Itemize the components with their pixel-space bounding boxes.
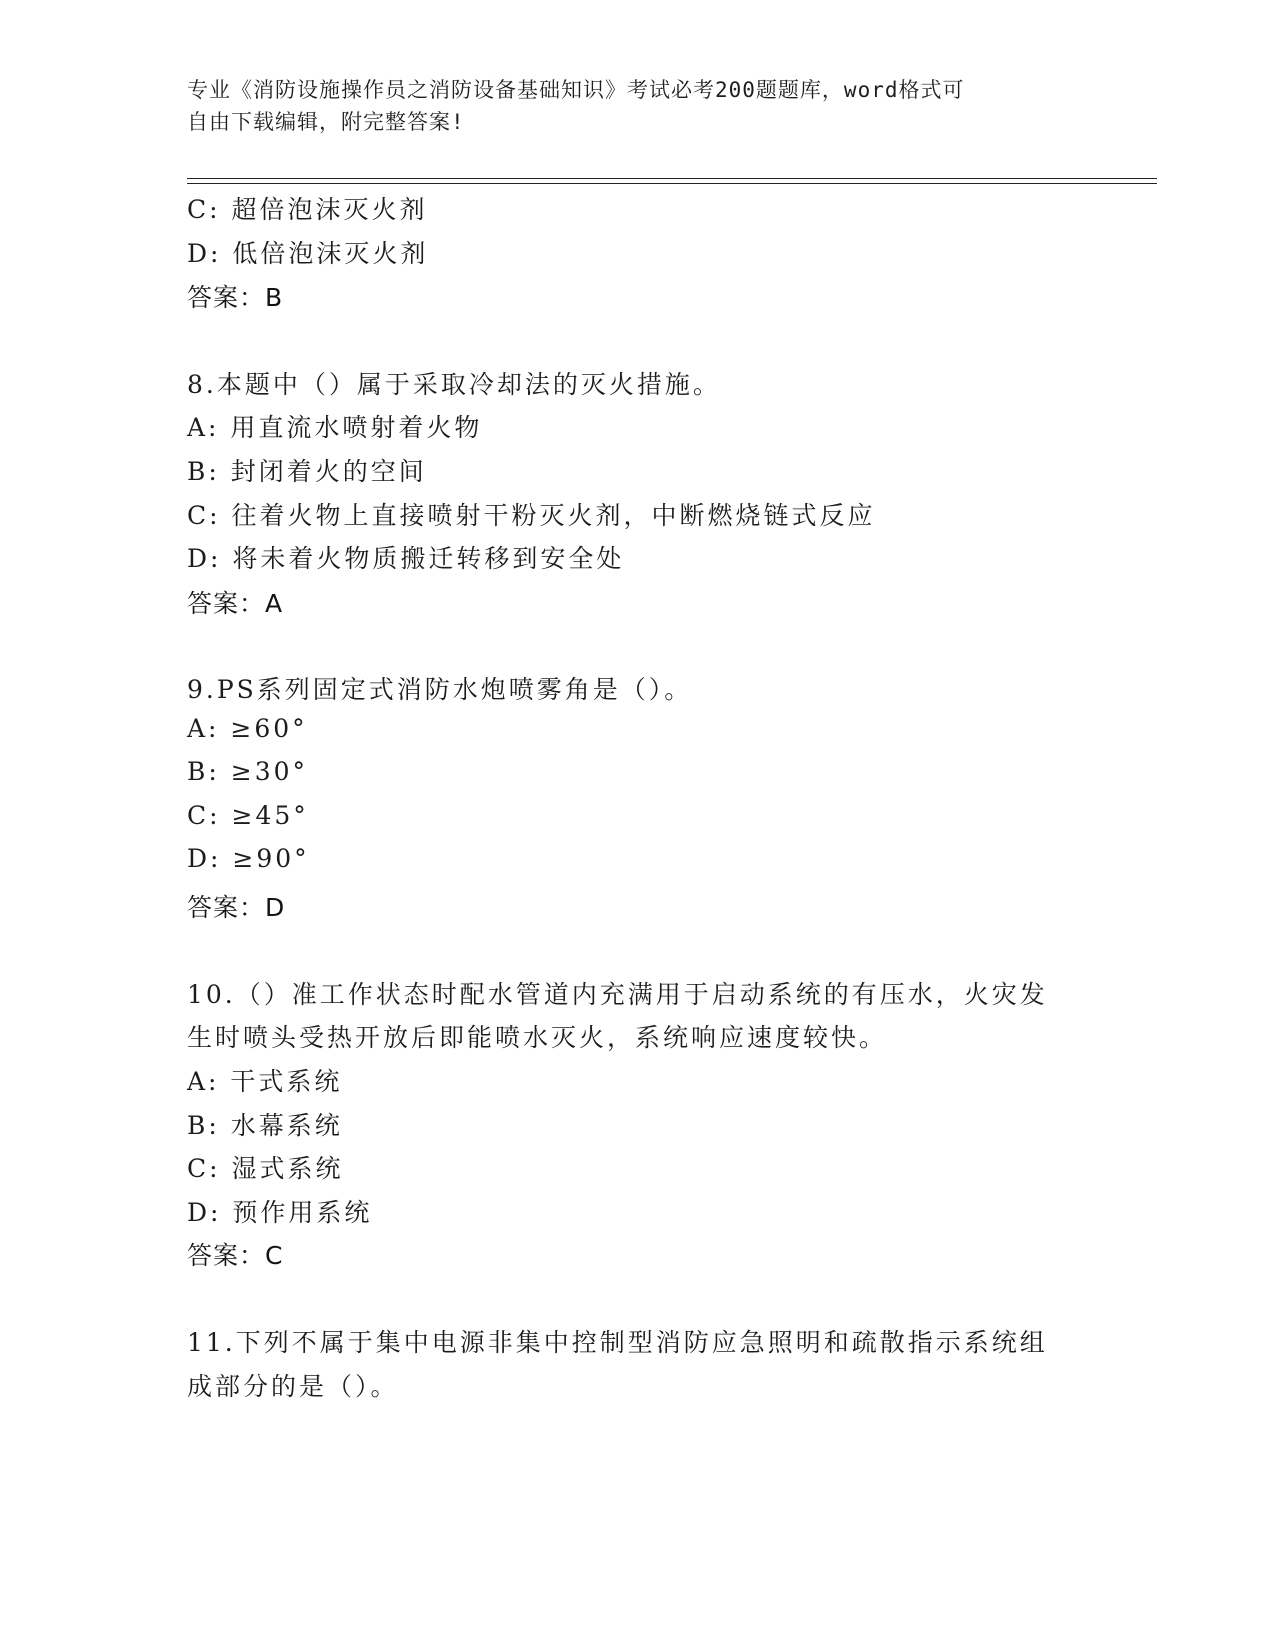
q10-option-c: C: 湿式系统: [187, 1154, 344, 1183]
prev-answer: 答案：B: [187, 283, 284, 312]
q10-stem-line-2: 生时喷头受热开放后即能喷水灭火，系统响应速度较快。: [187, 1023, 888, 1052]
prev-option-c: C: 超倍泡沫灭火剂: [187, 195, 428, 224]
q10-answer: 答案：C: [187, 1241, 284, 1270]
q9-option-c: C: ≥45°: [187, 801, 309, 830]
q10-option-d: D: 预作用系统: [187, 1198, 373, 1227]
header-line-1: 专业《消防设施操作员之消防设备基础知识》考试必考200题题库，word格式可: [187, 78, 965, 102]
document-header: [187, 74, 1087, 138]
q11-stem-line-2: 成部分的是（）。: [187, 1372, 399, 1401]
q10-option-b: B: 水幕系统: [187, 1111, 343, 1140]
q9-option-a: A: ≥60°: [187, 714, 308, 743]
q10-option-a: A: 干式系统: [187, 1067, 343, 1096]
prev-option-d: D: 低倍泡沫灭火剂: [187, 239, 429, 268]
q10-stem-line-1: 10.（）准工作状态时配水管道内充满用于启动系统的有压水，火灾发: [187, 980, 1048, 1009]
q9-option-b: B: ≥30°: [187, 757, 308, 786]
q8-option-c: C: 往着火物上直接喷射干粉灭火剂，中断燃烧链式反应: [187, 501, 876, 530]
header-divider-bottom: [187, 183, 1157, 184]
header-line-2: 自由下载编辑，附完整答案!: [187, 110, 465, 134]
header-divider-top: [187, 178, 1157, 179]
q9-answer: 答案：D: [187, 893, 286, 922]
q9-stem: 9.PS系列固定式消防水炮喷雾角是（）。: [187, 675, 693, 704]
q9-option-d: D: ≥90°: [187, 844, 310, 873]
q8-option-b: B: 封闭着火的空间: [187, 457, 427, 486]
q11-stem-line-1: 11.下列不属于集中电源非集中控制型消防应急照明和疏散指示系统组: [187, 1328, 1048, 1357]
q8-answer: 答案：A: [187, 589, 284, 618]
q8-option-d: D: 将未着火物质搬迁转移到安全处: [187, 544, 625, 573]
q8-option-a: A: 用直流水喷射着火物: [187, 413, 483, 442]
q8-stem: 8.本题中（）属于采取冷却法的灭火措施。: [187, 370, 721, 399]
